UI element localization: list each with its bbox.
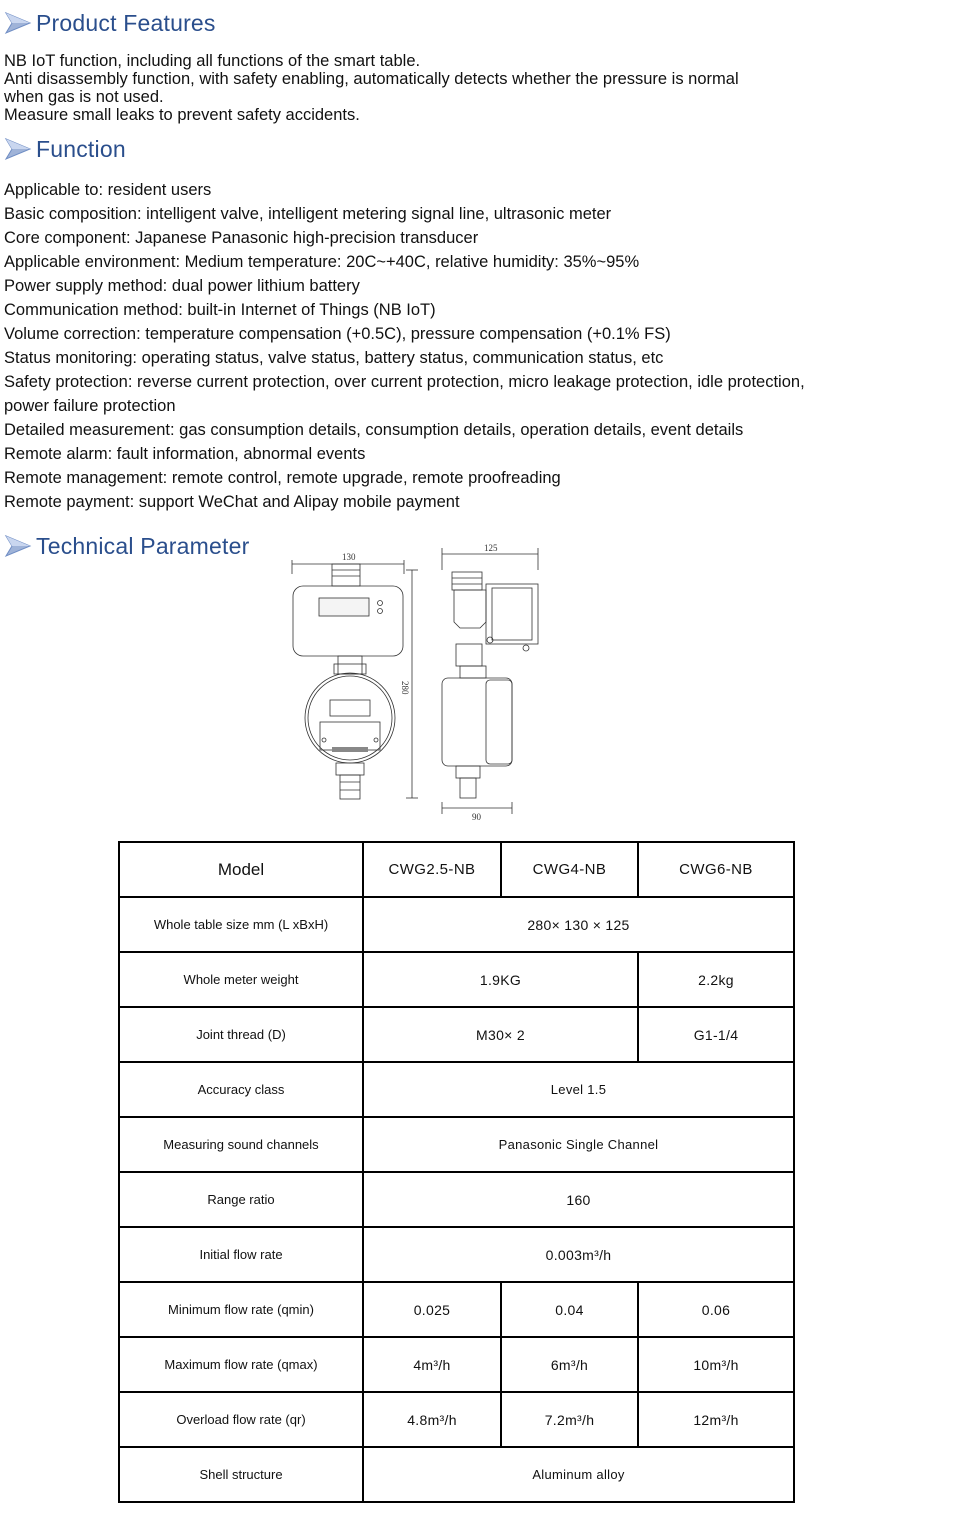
- row-label-qr: Overload flow rate (qr): [119, 1392, 363, 1447]
- size-value: 280× 130 × 125: [363, 897, 794, 952]
- thread-value: G1-1/4: [638, 1007, 794, 1062]
- table-row: [119, 1227, 794, 1282]
- table-row: [119, 1172, 794, 1227]
- function-line: Basic composition: intelligent valve, intelligent metering signal line, ultrasonic meter: [4, 205, 612, 223]
- row-label-qmax: Maximum flow rate (qmax): [119, 1337, 363, 1392]
- channels-value: Panasonic Single Channel: [363, 1117, 794, 1172]
- function-line: Volume correction: temperature compensation (+0.5C), pressure compensation (+0.1% FS): [4, 325, 671, 343]
- function-line: Power supply method: dual power lithium battery: [4, 277, 360, 295]
- feature-line: Measure small leaks to prevent safety accidents.: [4, 106, 360, 124]
- row-label-weight: Whole meter weight: [119, 952, 363, 1007]
- section-title: Function: [36, 135, 126, 162]
- dimension-label: 130: [342, 552, 356, 562]
- section-header-function: [4, 134, 126, 164]
- arrow-bullet-icon: [4, 137, 32, 161]
- table-row: [119, 1062, 794, 1117]
- feature-line: when gas is not used.: [4, 88, 164, 106]
- feature-line: Anti disassembly function, with safety enabling, automatically detects whether the pressure is normal: [4, 70, 739, 88]
- qmin-value: 0.04: [501, 1282, 638, 1337]
- spec-table: [118, 841, 795, 1503]
- row-label-initial: Initial flow rate: [119, 1227, 363, 1282]
- function-line: Safety protection: reverse current protection, over current protection, micro leakage protection, idle protection,: [4, 373, 805, 391]
- shell-value: Aluminum alloy: [363, 1447, 794, 1502]
- table-row: [119, 952, 794, 1007]
- row-label-qmin: Minimum flow rate (qmin): [119, 1282, 363, 1337]
- function-list: [4, 178, 805, 514]
- model-cell: CWG2.5-NB: [363, 842, 501, 897]
- table-row: [119, 1337, 794, 1392]
- row-label-accuracy: Accuracy class: [119, 1062, 363, 1117]
- table-row: [119, 897, 794, 952]
- initial-value: 0.003m³/h: [363, 1227, 794, 1282]
- thread-value: M30× 2: [363, 1007, 638, 1062]
- qmin-value: 0.06: [638, 1282, 794, 1337]
- function-line: Applicable environment: Medium temperature: 20C~+40C, relative humidity: 35%~95%: [4, 253, 640, 271]
- row-label-size: Whole table size mm (L xBxH): [119, 897, 363, 952]
- function-line: Core component: Japanese Panasonic high-precision transducer: [4, 229, 479, 247]
- qmin-value: 0.025: [363, 1282, 501, 1337]
- function-line: Remote payment: support WeChat and Alipay mobile payment: [4, 493, 460, 511]
- table-row: [119, 842, 794, 897]
- table-row: [119, 1282, 794, 1337]
- function-line: Communication method: built-in Internet of Things (NB IoT): [4, 301, 436, 319]
- table-row: [119, 1392, 794, 1447]
- table-row: [119, 1007, 794, 1062]
- qr-value: 12m³/h: [638, 1392, 794, 1447]
- qmax-value: 6m³/h: [501, 1337, 638, 1392]
- function-line: Status monitoring: operating status, valve status, battery status, communication status, etc: [4, 349, 664, 367]
- features-text: [4, 52, 739, 124]
- arrow-bullet-icon: [4, 534, 32, 558]
- dimension-label: 280: [400, 681, 410, 695]
- qr-value: 7.2m³/h: [501, 1392, 638, 1447]
- model-cell: CWG4-NB: [501, 842, 638, 897]
- meter-technical-drawing: [280, 540, 570, 820]
- function-line: power failure protection: [4, 397, 176, 415]
- qmax-value: 4m³/h: [363, 1337, 501, 1392]
- section-title: Technical Parameter: [36, 532, 250, 559]
- model-cell: CWG6-NB: [638, 842, 794, 897]
- table-row: [119, 1447, 794, 1502]
- feature-line: NB IoT function, including all functions of the smart table.: [4, 52, 421, 70]
- section-header-product-features: [4, 8, 216, 38]
- function-line: Applicable to: resident users: [4, 181, 212, 199]
- weight-value: 1.9KG: [363, 952, 638, 1007]
- function-line: Detailed measurement: gas consumption details, consumption details, operation details, event details: [4, 421, 744, 439]
- qmax-value: 10m³/h: [638, 1337, 794, 1392]
- range-value: 160: [363, 1172, 794, 1227]
- function-line: Remote alarm: fault information, abnormal events: [4, 445, 366, 463]
- row-label-model: Model: [119, 842, 363, 897]
- dimension-label: 90: [472, 812, 481, 820]
- row-label-shell: Shell structure: [119, 1447, 363, 1502]
- table-row: [119, 1117, 794, 1172]
- dimension-label: 125: [484, 543, 498, 553]
- section-header-technical-parameter: [4, 531, 249, 561]
- accuracy-value: Level 1.5: [363, 1062, 794, 1117]
- section-title: Product Features: [36, 9, 216, 36]
- qr-value: 4.8m³/h: [363, 1392, 501, 1447]
- weight-value: 2.2kg: [638, 952, 794, 1007]
- row-label-channels: Measuring sound channels: [119, 1117, 363, 1172]
- arrow-bullet-icon: [4, 11, 32, 35]
- function-line: Remote management: remote control, remote upgrade, remote proofreading: [4, 469, 561, 487]
- row-label-thread: Joint thread (D): [119, 1007, 363, 1062]
- row-label-range: Range ratio: [119, 1172, 363, 1227]
